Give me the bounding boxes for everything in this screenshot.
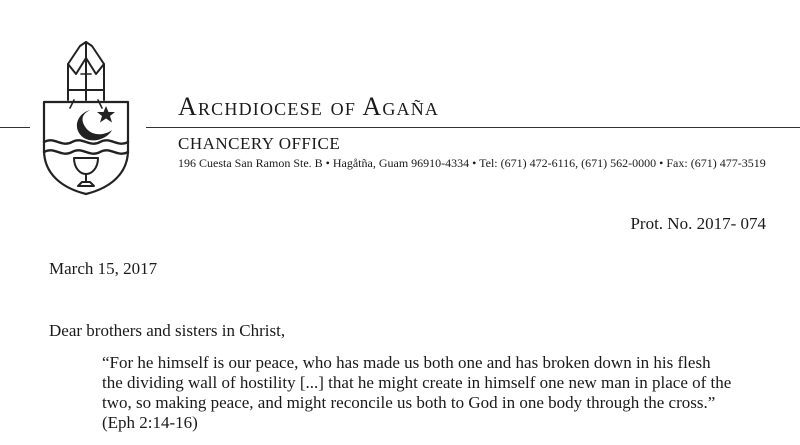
organization-title: Archdiocese of Agaña [178, 92, 440, 121]
contact-address: 196 Cuesta San Ramon Ste. B • Hagåtña, Guam 96910-4334 • Tel: (671) 472-6116, (671) 562-0000 • Fax: (671) 477-3519 [178, 156, 766, 170]
office-name: CHANCERY OFFICE [178, 134, 341, 153]
quote-citation: (Eph 2:14-16) [102, 413, 198, 432]
scripture-quote [102, 353, 792, 433]
letter-date: March 15, 2017 [49, 259, 158, 278]
salutation: Dear brothers and sisters in Christ, [49, 321, 286, 340]
letterhead-rule [146, 127, 800, 128]
letterhead-rule-left [0, 127, 30, 128]
archdiocese-crest-icon [28, 38, 146, 196]
quote-line: “For he himself is our peace, who has made us both one and has broken down in his flesh [102, 353, 711, 372]
quote-line: two, so making peace, and might reconcile us both to God in one body through the cross.” [102, 393, 716, 412]
protocol-number: Prot. No. 2017- 074 [630, 214, 766, 233]
quote-line: the dividing wall of hostility [...] that he might create in himself one new man in place of the [102, 373, 732, 392]
